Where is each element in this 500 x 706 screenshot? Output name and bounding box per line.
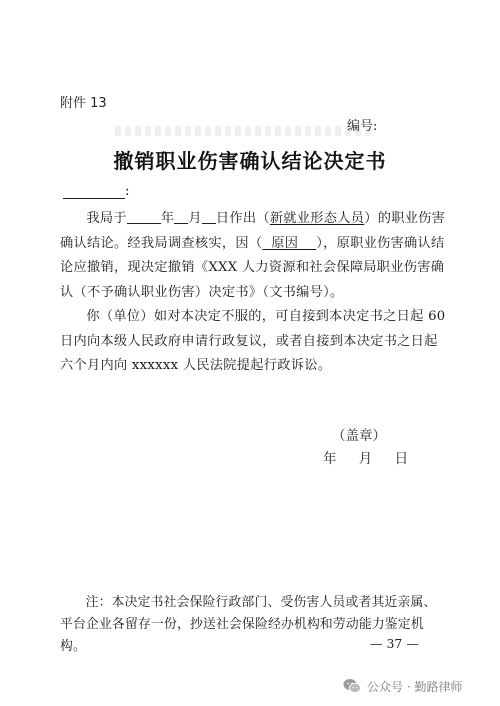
day-blank — [202, 209, 216, 224]
text-segment: 月 — [188, 211, 202, 226]
reason-field — [262, 236, 316, 251]
footnote-text: 注：本决定书社会保险行政部门、受伤害人员或者其近亲属、平台企业各留存一份，抄送社会保险经办机构和劳动能力鉴定机构。 — [60, 595, 437, 654]
document-title: 撤销职业伤害确认结论决定书 — [113, 149, 387, 173]
month-blank — [174, 209, 188, 224]
addressee-colon: : — [125, 183, 130, 199]
page-number: — 37 — — [370, 636, 419, 651]
wechat-icon — [342, 676, 362, 696]
attachment-label: 附件 13 — [60, 96, 107, 111]
decision-paragraph — [60, 207, 448, 305]
employment-type-field: 新就业形态人员 — [269, 211, 365, 226]
faded-header-mark — [115, 126, 375, 136]
year-blank — [127, 209, 161, 224]
text-segment: ）的职业伤害确认结论。经我局调查核实，因（ — [60, 211, 446, 251]
document-number-label: 编号: — [347, 119, 378, 134]
reason-text: 原因 — [271, 235, 299, 251]
date-line: 年 月 日 — [323, 451, 409, 467]
watermark — [342, 676, 462, 696]
addressee-line — [63, 183, 130, 199]
seal-label: （盖章） — [332, 428, 386, 444]
text-segment: ），原职业伤害确认结论应撤销，现决定撤销《XXX 人力资源和社会保障局职业伤害确认（不予确认职业伤害）决定书》（文书编号）。 — [60, 235, 445, 300]
decision-body — [60, 207, 448, 379]
text-segment: 年 — [160, 211, 175, 226]
addressee-blank — [63, 184, 125, 199]
text-segment: 我局于 — [86, 211, 127, 226]
appeal-paragraph: 你（单位）如对本决定不服的，可自接到本决定书之日起 60 日内向本级人民政府申请行政复议，或者自接到本决定书之日起六个月内向 xxxxxx 人民法院提起行政诉讼。 — [60, 309, 446, 373]
watermark-text: 公众号 · 勤路律师 — [367, 679, 463, 694]
text-segment: 日作出（ — [215, 211, 270, 226]
